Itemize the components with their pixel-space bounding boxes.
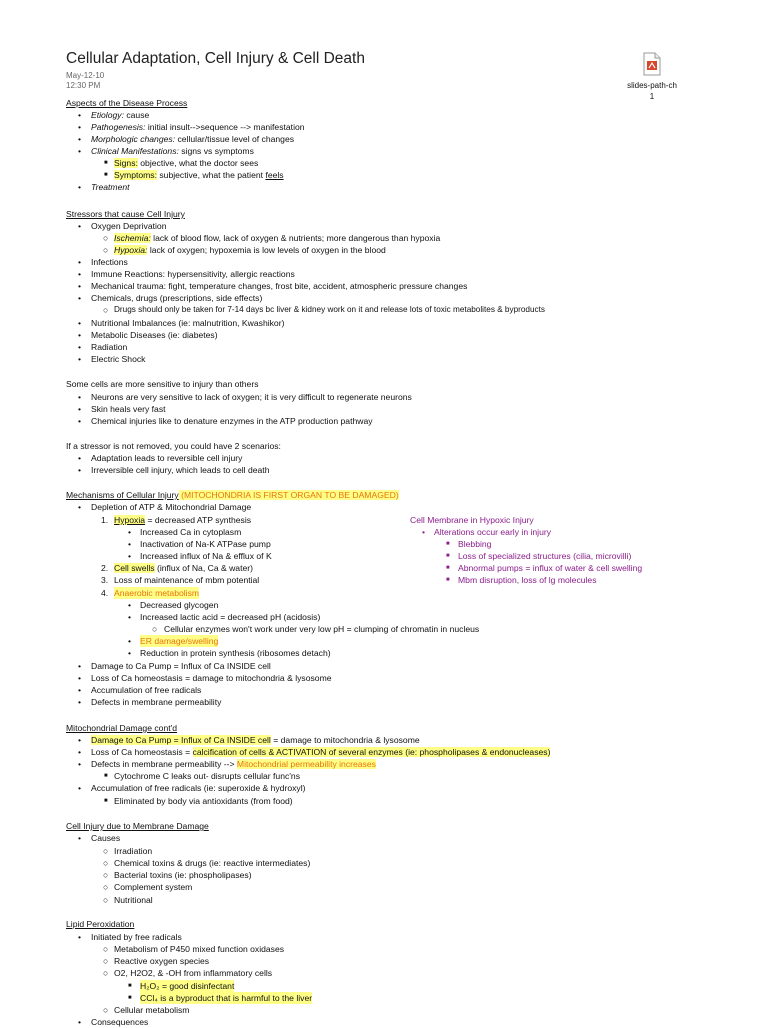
list-item: Bacterial toxins (ie: phospholipases)	[114, 870, 252, 880]
list-item: Cellular enzymes won't work under very low pH = clumping of chromatin in nucleus	[164, 624, 480, 634]
list-item: Increased influx of Na & efflux of K	[140, 551, 272, 561]
list-item: Mbm disruption, loss of lg molecules	[458, 575, 597, 585]
list-item: Loss of maintenance of mbm potential	[114, 575, 260, 585]
bullet-icon: •	[78, 318, 82, 328]
bullet-icon: •	[78, 269, 82, 279]
square-bullet-icon: ■	[128, 995, 132, 1001]
list-item: Electric Shock	[91, 354, 146, 364]
paragraph: If a stressor is not removed, you could have 2 scenarios:	[66, 441, 281, 451]
square-bullet-icon: ■	[446, 541, 450, 547]
list-item: Reactive oxygen species	[114, 956, 210, 966]
attachment-label: slides-path-ch1	[627, 81, 677, 101]
list-item: Accumulation of free radicals (ie: superoxide & hydroxyl)	[91, 783, 306, 793]
circle-bullet-icon: ○	[103, 882, 109, 892]
list-item: Increased Ca in cytoplasm	[140, 527, 242, 537]
page-time: 12:30 PM	[66, 81, 101, 90]
bullet-icon: •	[78, 465, 82, 475]
section-heading: Cell Injury due to Membrane Damage	[66, 821, 209, 831]
list-item: Symptoms: subjective, what the patient feels	[114, 170, 284, 180]
list-item: Blebbing	[458, 539, 492, 549]
bullet-icon: •	[78, 685, 82, 695]
list-item: Irreversible cell injury, which leads to cell death	[91, 465, 270, 475]
bullet-icon: •	[78, 697, 82, 707]
bullet-icon: •	[78, 404, 82, 414]
circle-bullet-icon: ○	[103, 944, 109, 954]
bullet-icon: •	[78, 392, 82, 402]
bullet-icon: •	[78, 257, 82, 267]
list-item: Adaptation leads to reversible cell injury	[91, 453, 243, 463]
bullet-icon: •	[128, 539, 132, 549]
bullet-icon: •	[78, 833, 82, 843]
circle-bullet-icon: ○	[103, 858, 109, 868]
bullet-icon: •	[78, 182, 82, 192]
list-item: O2, H2O2, & -OH from inflammatory cells	[114, 968, 273, 978]
side-note-title: Cell Membrane in Hypoxic Injury	[410, 515, 534, 525]
circle-bullet-icon: ○	[103, 895, 109, 905]
bullet-icon: •	[128, 600, 132, 610]
list-item: Nutritional Imbalances (ie: malnutrition, Kwashikor)	[91, 318, 285, 328]
list-item: Damage to Ca Pump = Influx of Ca INSIDE cell	[91, 661, 271, 671]
list-item: Initiated by free radicals	[91, 932, 182, 942]
circle-bullet-icon: ○	[103, 245, 109, 255]
list-item: H₂O₂ = good disinfectant	[140, 981, 235, 991]
bullet-icon: •	[78, 735, 82, 745]
bullet-icon: •	[78, 783, 82, 793]
bullet-icon: •	[78, 110, 82, 120]
square-bullet-icon: ■	[104, 773, 108, 779]
bullet-icon: •	[78, 453, 82, 463]
section-heading: Lipid Peroxidation	[66, 919, 135, 929]
list-item: Skin heals very fast	[91, 404, 166, 414]
square-bullet-icon: ■	[446, 553, 450, 559]
number-1: 1.	[101, 515, 109, 525]
list-item: Irradiation	[114, 846, 153, 856]
list-item: Reduction in protein synthesis (ribosomes detach)	[140, 648, 331, 658]
bullet-icon: •	[78, 146, 82, 156]
list-item: Infections	[91, 257, 128, 267]
list-item: Causes	[91, 833, 121, 843]
bullet-icon: •	[78, 502, 82, 512]
bullet-icon: •	[128, 636, 132, 646]
list-item: Anaerobic metabolism	[114, 588, 200, 598]
list-item: Depletion of ATP & Mitochondrial Damage	[91, 502, 252, 512]
bullet-icon: •	[78, 134, 82, 144]
bullet-icon: •	[78, 1017, 82, 1027]
list-item: CCl₄ is a byproduct that is harmful to the liver	[140, 993, 313, 1003]
list-item: Cellular metabolism	[114, 1005, 190, 1015]
list-item: Pathogenesis: initial insult-->sequence --> manifestation	[91, 122, 305, 132]
bullet-icon: •	[78, 673, 82, 683]
list-item: Abnormal pumps = influx of water & cell swelling	[458, 563, 643, 573]
list-item: Radiation	[91, 342, 128, 352]
list-item: Complement system	[114, 882, 193, 892]
circle-bullet-icon: ○	[152, 624, 158, 634]
list-item: Inactivation of Na-K ATPase pump	[140, 539, 271, 549]
bullet-icon: •	[78, 747, 82, 757]
list-item: Increased lactic acid = decreased pH (acidosis)	[140, 612, 321, 622]
square-bullet-icon: ■	[104, 160, 108, 166]
square-bullet-icon: ■	[128, 983, 132, 989]
list-item: Decreased glycogen	[140, 600, 219, 610]
list-item: Hypoxia = decreased ATP synthesis	[114, 515, 252, 525]
list-item: Clinical Manifestations: signs vs symptoms	[91, 146, 254, 156]
bullet-icon: •	[128, 648, 132, 658]
list-item: Loss of Ca homeostasis = damage to mitochondria & lysosome	[91, 673, 332, 683]
list-item: Immune Reactions: hypersensitivity, allergic reactions	[91, 269, 295, 279]
section-heading: Mechanisms of Cellular Injury (MITOCHONDRIA IS FIRST ORGAN TO BE DAMAGED)	[66, 490, 399, 500]
circle-bullet-icon: ○	[103, 968, 109, 978]
list-item: Damage to Ca Pump = Influx of Ca INSIDE cell = damage to mitochondria & lysosome	[91, 735, 420, 745]
section-heading: Aspects of the Disease Process	[66, 98, 188, 108]
list-item: Metabolism of P450 mixed function oxidases	[114, 944, 285, 954]
paragraph: Some cells are more sensitive to injury than others	[66, 379, 259, 389]
bullet-icon: •	[78, 330, 82, 340]
list-item: Defects in membrane permeability --> Mitochondrial permeability increases	[91, 759, 376, 769]
attachment-slides[interactable]	[624, 52, 680, 102]
list-item: Cell swells (influx of Na, Ca & water)	[114, 563, 253, 573]
bullet-icon: •	[78, 342, 82, 352]
list-item: Neurons are very sensitive to lack of oxygen; it is very difficult to regenerate neurons	[91, 392, 412, 402]
list-item: Chemical injuries like to denature enzymes in the ATP production pathway	[91, 416, 373, 426]
list-item: Morphologic changes: cellular/tissue level of changes	[91, 134, 295, 144]
list-item: Loss of Ca homeostasis = calcification of cells & ACTIVATION of several enzymes (ie: phospholipases & endonucleases)	[91, 747, 551, 757]
page-date: May-12-10	[66, 71, 105, 80]
list-item: ER damage/swelling	[140, 636, 219, 646]
bullet-icon: •	[422, 527, 426, 537]
bullet-icon: •	[78, 221, 82, 231]
list-item: Consequences	[91, 1017, 149, 1027]
number-2: 2.	[101, 563, 109, 573]
bullet-icon: •	[128, 527, 132, 537]
square-bullet-icon: ■	[104, 172, 108, 178]
list-item: Chemical toxins & drugs (ie: reactive intermediates)	[114, 858, 311, 868]
circle-bullet-icon: ○	[103, 1005, 109, 1015]
list-item: Mechanical trauma: fight, temperature changes, frost bite, accident, atmospheric pressure changes	[91, 281, 468, 291]
list-item: Metabolic Diseases (ie: diabetes)	[91, 330, 218, 340]
section-heading: Mitochondrial Damage cont'd	[66, 723, 178, 733]
bullet-icon: •	[78, 932, 82, 942]
list-item: Cytochrome C leaks out- disrupts cellular func'ns	[114, 771, 301, 781]
number-4: 4.	[101, 588, 109, 598]
list-item: Hypoxia: lack of oxygen; hypoxemia is low levels of oxygen in the blood	[114, 245, 386, 255]
list-item: Nutritional	[114, 895, 153, 905]
list-item: Eliminated by body via antioxidants (from food)	[114, 796, 293, 806]
bullet-icon: •	[78, 759, 82, 769]
list-item: Etiology: cause	[91, 110, 150, 120]
bullet-icon: •	[128, 612, 132, 622]
list-item: Accumulation of free radicals	[91, 685, 202, 695]
list-item: Alterations occur early in injury	[434, 527, 552, 537]
bullet-icon: •	[78, 416, 82, 426]
square-bullet-icon: ■	[104, 798, 108, 804]
number-3: 3.	[101, 575, 109, 585]
list-item: Chemicals, drugs (prescriptions, side effects)	[91, 293, 263, 303]
circle-bullet-icon: ○	[103, 956, 109, 966]
list-item: Defects in membrane permeability	[91, 697, 222, 707]
list-item: Drugs should only be taken for 7-14 days bc liver & kidney work on it and release lots of toxic metabolites & byproducts	[114, 305, 545, 314]
bullet-icon: •	[128, 551, 132, 561]
bullet-icon: •	[78, 293, 82, 303]
circle-bullet-icon: ○	[103, 233, 109, 243]
section-heading: Stressors that cause Cell Injury	[66, 209, 185, 219]
pdf-file-icon	[642, 52, 662, 76]
bullet-icon: •	[78, 354, 82, 364]
circle-bullet-icon: ○	[103, 846, 109, 856]
list-item: Ischemia: lack of blood flow, lack of oxygen & nutrients; more dangerous than hypoxia	[114, 233, 441, 243]
circle-bullet-icon: ○	[103, 870, 109, 880]
list-item: Signs: objective, what the doctor sees	[114, 158, 259, 168]
bullet-icon: •	[78, 661, 82, 671]
square-bullet-icon: ■	[446, 577, 450, 583]
bullet-icon: •	[78, 281, 82, 291]
list-item: Treatment	[91, 182, 130, 192]
square-bullet-icon: ■	[446, 565, 450, 571]
list-item: Loss of specialized structures (cilia, microvilli)	[458, 551, 632, 561]
circle-bullet-icon: ○	[103, 305, 109, 315]
page-title: Cellular Adaptation, Cell Injury & Cell Death	[66, 50, 365, 67]
bullet-icon: •	[78, 122, 82, 132]
list-item: Oxygen Deprivation	[91, 221, 167, 231]
